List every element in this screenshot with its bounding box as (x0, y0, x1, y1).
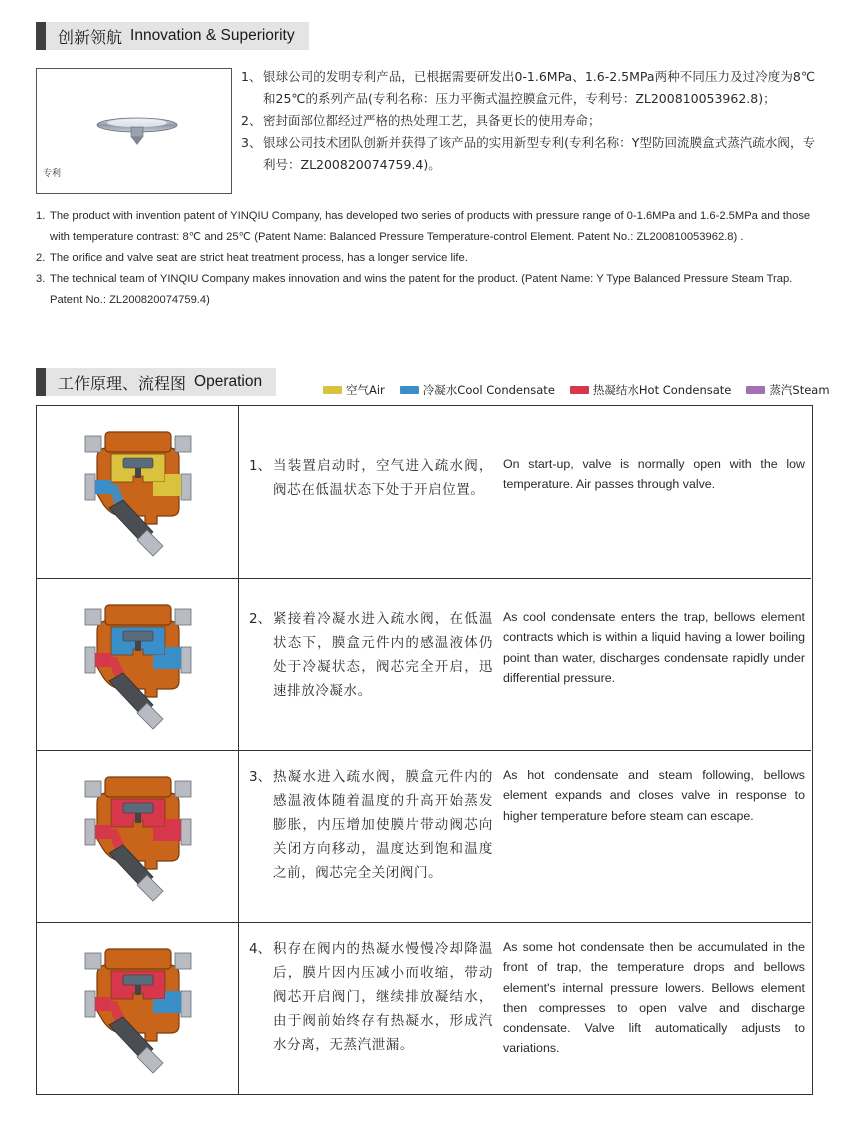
header-title-en: Innovation & Superiority (130, 27, 295, 44)
operation-row-2 (37, 578, 811, 750)
valve-stem (135, 468, 141, 478)
legend-item-hot-condensate (570, 382, 732, 398)
legend-label: 空气Air (346, 383, 385, 397)
steam-trap-diagram-mixed (83, 941, 193, 1077)
step-en-text: As cool condensate enters the trap, bellows element contracts which is within a liquid having a lower boiling point than water, discharges condensate rapidly under differential pressure. (503, 610, 805, 685)
en-feature-text: The technical team of YINQIU Company makes innovation and wins the patent for the product. (Patent Name: Y Type Balanced Pressure Steam Trap. Patent No.: ZL200820074759.4) (50, 273, 793, 306)
trap-image-cell (37, 579, 239, 750)
section-header-innovation (36, 22, 309, 50)
trap-image-cell (37, 751, 239, 922)
valve-stem (135, 641, 141, 651)
section-header-operation (36, 368, 276, 396)
step-cn-text (249, 454, 493, 502)
bellows-element (123, 975, 153, 985)
en-feature-item (36, 269, 816, 311)
en-feature-text: The orifice and valve seat are strict heat treatment process, has a longer service life. (50, 252, 468, 264)
patent-caption: 专利 (43, 169, 62, 179)
cn-feature-item (241, 66, 815, 110)
flow-legend (323, 382, 830, 398)
legend-swatch (570, 386, 589, 394)
trap-cap (105, 777, 171, 797)
en-feature-list (36, 206, 816, 311)
inlet-flange (85, 474, 95, 500)
legend-item-air (323, 382, 385, 398)
step-cn-text (249, 765, 493, 885)
en-feature-num: 2. (36, 252, 46, 264)
en-feature-item (36, 248, 816, 269)
header-title-cn: 工作原理、流程图 (58, 373, 187, 393)
steam-trap-diagram-cool (83, 597, 193, 733)
step-cn-desc: 积存在阀内的热凝水慢慢冷却降温后，膜片因内压减小而收缩，带动阀芯开启阀门，继续排放凝结水，由于阀前始终存有热凝水，形成汽水分离，无蒸汽泄漏。 (273, 941, 493, 1053)
operation-row-3 (37, 750, 811, 922)
cn-feature-list (241, 66, 815, 176)
legend-label: 热凝结水Hot Condensate (592, 383, 732, 397)
bolt-left (85, 609, 101, 625)
cn-feature-text: 银球公司的发明专利产品，已根据需要研发出0-1.6MPa、1.6-2.5MPa两种不同压力及过冷度为8℃和25℃的系列产品(专利名称：压力平衡式温控膜盒元件，专利号：ZL200810053962.8)； (263, 69, 815, 106)
step-cn-text (249, 937, 493, 1057)
bolt-right (175, 781, 191, 797)
valve-stem (135, 813, 141, 823)
operation-row-4 (37, 922, 811, 1094)
outlet-flange (181, 474, 191, 500)
bolt-right (175, 609, 191, 625)
step-num: 1、 (249, 458, 272, 474)
step-cn-desc: 热凝水进入疏水阀，膜盒元件内的感温液体随着温度的升高开始蒸发膨胀，内压增加使膜片带动阀芯向关闭方向移动，温度达到饱和温度之前，阀芯完全关闭阀门。 (273, 769, 493, 881)
en-feature-num: 1. (36, 210, 46, 222)
cn-feature-num: 1、 (241, 69, 262, 84)
header-label (46, 368, 276, 396)
bellows-element (123, 631, 153, 641)
header-label (46, 22, 309, 50)
step-num: 4、 (249, 941, 272, 957)
en-feature-item (36, 206, 816, 248)
step-cn-text (249, 607, 493, 703)
legend-swatch (746, 386, 765, 394)
steam-trap-diagram-hot (83, 769, 193, 905)
inlet-flange (85, 647, 95, 673)
en-feature-num: 3. (36, 273, 46, 285)
bolt-left (85, 781, 101, 797)
operation-row-1 (37, 406, 811, 578)
legend-label: 蒸汽Steam (769, 383, 830, 397)
step-cn-desc: 紧接着冷凝水进入疏水阀，在低温状态下，膜盒元件内的感温液体仍处于冷凝状态，阀芯完全开启，迅速排放冷凝水。 (273, 611, 493, 699)
trap-image-cell (37, 923, 239, 1094)
legend-item-cool-condensate (400, 382, 555, 398)
bolt-left (85, 436, 101, 452)
legend-swatch (400, 386, 419, 394)
trap-cap (105, 432, 171, 452)
legend-swatch (323, 386, 342, 394)
bellows-element-image (95, 109, 179, 149)
cn-feature-num: 2、 (241, 113, 262, 128)
bolt-right (175, 436, 191, 452)
header-bar (36, 368, 46, 396)
bellows-element (123, 458, 153, 468)
trap-cap (105, 949, 171, 969)
cn-feature-item (241, 132, 815, 176)
steam-trap-diagram-air (83, 424, 193, 560)
bolt-left (85, 953, 101, 969)
outlet-flange (181, 647, 191, 673)
cn-feature-item (241, 110, 815, 132)
trap-image-cell (37, 406, 239, 578)
step-num: 2、 (249, 611, 272, 627)
header-title-en: Operation (194, 373, 263, 390)
trap-cap (105, 605, 171, 625)
bolt-right (175, 953, 191, 969)
patent-image-box (36, 68, 232, 194)
cn-feature-num: 3、 (241, 135, 262, 150)
legend-item-steam (746, 382, 829, 398)
cn-feature-text: 银球公司技术团队创新并获得了该产品的实用新型专利(专利名称：Y型防回流膜盒式蒸汽疏水阀，专利号：ZL200820074759.4)。 (263, 135, 815, 172)
step-cn-desc: 当装置启动时，空气进入疏水阀，阀芯在低温状态下处于开启位置。 (273, 458, 493, 498)
step-en-text: On start-up, valve is normally open with the low temperature. Air passes through valve. (503, 457, 805, 492)
step-num: 3、 (249, 769, 272, 785)
inlet-flange (85, 819, 95, 845)
bellows-element (123, 803, 153, 813)
step-en-text: As hot condensate and steam following, bellows element expands and closes valve in response to higher temperature before steam can escape. (503, 768, 805, 823)
header-bar (36, 22, 46, 50)
outlet-flange (181, 991, 191, 1017)
valve-stem (135, 985, 141, 995)
en-feature-text: The product with invention patent of YINQIU Company, has developed two series of products with pressure range of 0-1.6MPa and 1.6-2.5MPa and those with temperature contrast: 8℃ and 25℃ (Patent Name: Balanced Pressure Temperature-control Element. Patent No.: ZL200810053962.8) . (50, 210, 811, 243)
cn-feature-text: 密封面部位都经过严格的热处理工艺，具备更长的使用寿命； (263, 113, 601, 128)
outlet-flange (181, 819, 191, 845)
step-en-text: As some hot condensate then be accumulated in the front of trap, the temperature drops and bellows element's internal pressure lowers. Bellows element then compresses to open valve and discharge condensate. Valve lift automatically adjusts to variations. (503, 940, 805, 1056)
legend-label: 冷凝水Cool Condensate (422, 383, 555, 397)
inlet-flange (85, 991, 95, 1017)
operation-table (36, 405, 813, 1095)
header-title-cn: 创新领航 (58, 27, 123, 47)
